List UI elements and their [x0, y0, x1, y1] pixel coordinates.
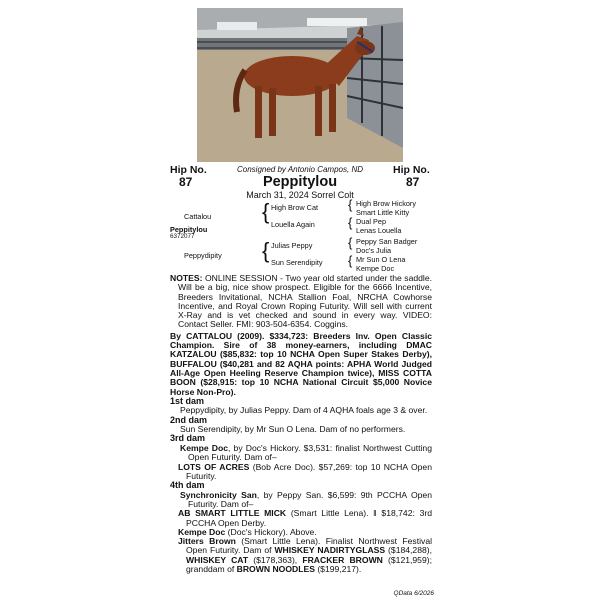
pedigree-sire-dam: Louella Again — [271, 220, 315, 229]
pedigree-brace: { — [348, 235, 353, 250]
fourth-dam-produce-3 — [170, 537, 432, 574]
produce-desc: ($184,288), — [385, 545, 433, 556]
hip-label-left: Hip No. — [170, 164, 207, 176]
pedigree-dd-sire: Mr Sun O Lena — [356, 255, 406, 264]
produce-desc: (Smart Little Lena). Finalist Northwest Festival Open Futurity. Dam of — [186, 536, 433, 556]
third-dam-name: Kempe Doc — [180, 442, 229, 453]
second-dam-text: Sun Serendipity, by Mr Sun O Lena. Dam of no performers. — [180, 424, 406, 435]
notes-paragraph — [170, 274, 432, 330]
pedigree-reg-number: 6372077 — [170, 233, 195, 240]
pedigree-ss-sire: High Brow Hickory — [356, 199, 417, 208]
pedigree-ss-dam: Smart Little Kitty — [356, 208, 410, 217]
produce-desc: ($178,363), — [248, 554, 303, 565]
pedigree-brace: { — [262, 238, 270, 263]
hip-number-left: 87 — [179, 175, 193, 189]
produce-desc: (Doc's Hickory). Above. — [225, 526, 317, 537]
pedigree-brace: { — [348, 215, 353, 230]
produce-name: AB SMART LITTLE MICK — [178, 508, 287, 519]
data-source-footer: QData 6/2026 — [393, 590, 434, 597]
fourth-dam-heading: 4th dam — [170, 480, 205, 491]
pedigree-sire: Cattalou — [184, 212, 212, 221]
second-dam-heading: 2nd dam — [170, 414, 208, 425]
produce-desc: ($121,959); granddam of — [186, 554, 432, 575]
fourth-dam-desc: , by Peppy San. $6,599: 9th PCCHA Open Futurity. Dam of– — [188, 489, 432, 509]
grandproduce-name: WHISKEY CAT — [186, 554, 249, 565]
pedigree-ds-sire: Peppy San Badger — [356, 237, 418, 246]
pedigree-sd-sire: Dual Pep — [356, 217, 387, 226]
pedigree-sd-dam: Lenas Louella — [356, 226, 402, 235]
notes-text: ONLINE SESSION - Two year old started under the saddle. Will be a big, nice show prospect. Eligible for the 6666 Incentive, Breeders Invitational, NCHA Stallion Foal, NRCHA Cowhorse Incentive, and Royal Crown Roping Futurity. Will sell with current X-Ray and is vet checked and sound in every way. VIDEO: Contact Seller. FMI: 903-504-6354. Coggins. — [178, 273, 432, 330]
hip-label-right: Hip No. — [393, 164, 430, 176]
third-dam-heading: 3rd dam — [170, 433, 206, 444]
produce-name: LOTS OF ACRES — [178, 461, 250, 472]
pedigree-sire-sire: High Brow Cat — [271, 203, 319, 212]
third-dam-text — [170, 444, 432, 463]
pedigree-brace: { — [348, 253, 353, 268]
pedigree-dam-sire: Julias Peppy — [271, 241, 313, 250]
produce-desc: ($199,217). — [314, 564, 362, 575]
produce-name: Jitters Brown — [178, 536, 236, 547]
horse-photo — [197, 8, 403, 162]
catalog-text — [170, 274, 432, 574]
pedigree-dam: Peppydipity — [184, 251, 222, 260]
sire-summary: By CATTALOU (2009). $334,723: Breeders Inv. Open Classic Champion. Sire of 38 money-earners, including DMAC KATZALOU ($85,832: top 10 NCHA Open Super Stakes Derby), BUFFALOU ($40,281 and 82 AQHA points: APHA World Judged All-Age Open Heeling Reserve Champion twice), MISS COTTA BOON ($28,915: top 10 NCHA National Circuit $5,000 Novice Horse Non-Pro). — [170, 330, 432, 397]
grandproduce-name: FRACKER BROWN — [302, 554, 383, 565]
consignor: Consigned by Antonio Campos, ND — [237, 165, 363, 174]
third-dam-produce — [170, 463, 432, 482]
pedigree-dam-dam: Sun Serendipity — [271, 258, 323, 267]
fourth-dam-text — [170, 491, 432, 510]
foaling-date: March 31, 2024 Sorrel Colt — [246, 190, 354, 200]
pedigree-brace: { — [348, 197, 353, 212]
fourth-dam-produce-1 — [170, 509, 432, 528]
pedigree-ds-dam: Doc's Julia — [356, 246, 392, 255]
produce-desc: (Bob Acre Doc). $57,269: top 10 NCHA Open Futurity. — [186, 461, 432, 481]
first-dam-text: Peppydipity, by Julias Peppy. Dam of 4 AQHA foals age 3 & over. — [180, 405, 428, 416]
produce-desc: (Smart Little Lena). ‖ $18,742: 3rd PCCHA Open Derby. — [186, 508, 432, 528]
produce-name: Kempe Doc — [178, 526, 226, 537]
first-dam-heading: 1st dam — [170, 395, 205, 406]
pedigree-brace: { — [262, 199, 270, 224]
grandproduce-name: BROWN NOODLES — [236, 564, 315, 575]
third-dam-desc: , by Doc's Hickory. $3,531: finalist Northwest Cutting Open Futurity. Dam of– — [188, 442, 432, 463]
notes-label: NOTES: — [170, 273, 203, 283]
fourth-dam-name: Synchronicity San — [180, 489, 257, 500]
pedigree-foal-name: Peppitylou — [170, 225, 208, 234]
horse-name: Peppitylou — [262, 174, 338, 190]
grandproduce-name: WHISKEY NADIRTYGLASS — [274, 545, 386, 556]
hip-number-right: 87 — [406, 175, 420, 189]
pedigree-dd-dam: Kempe Doc — [356, 264, 395, 273]
